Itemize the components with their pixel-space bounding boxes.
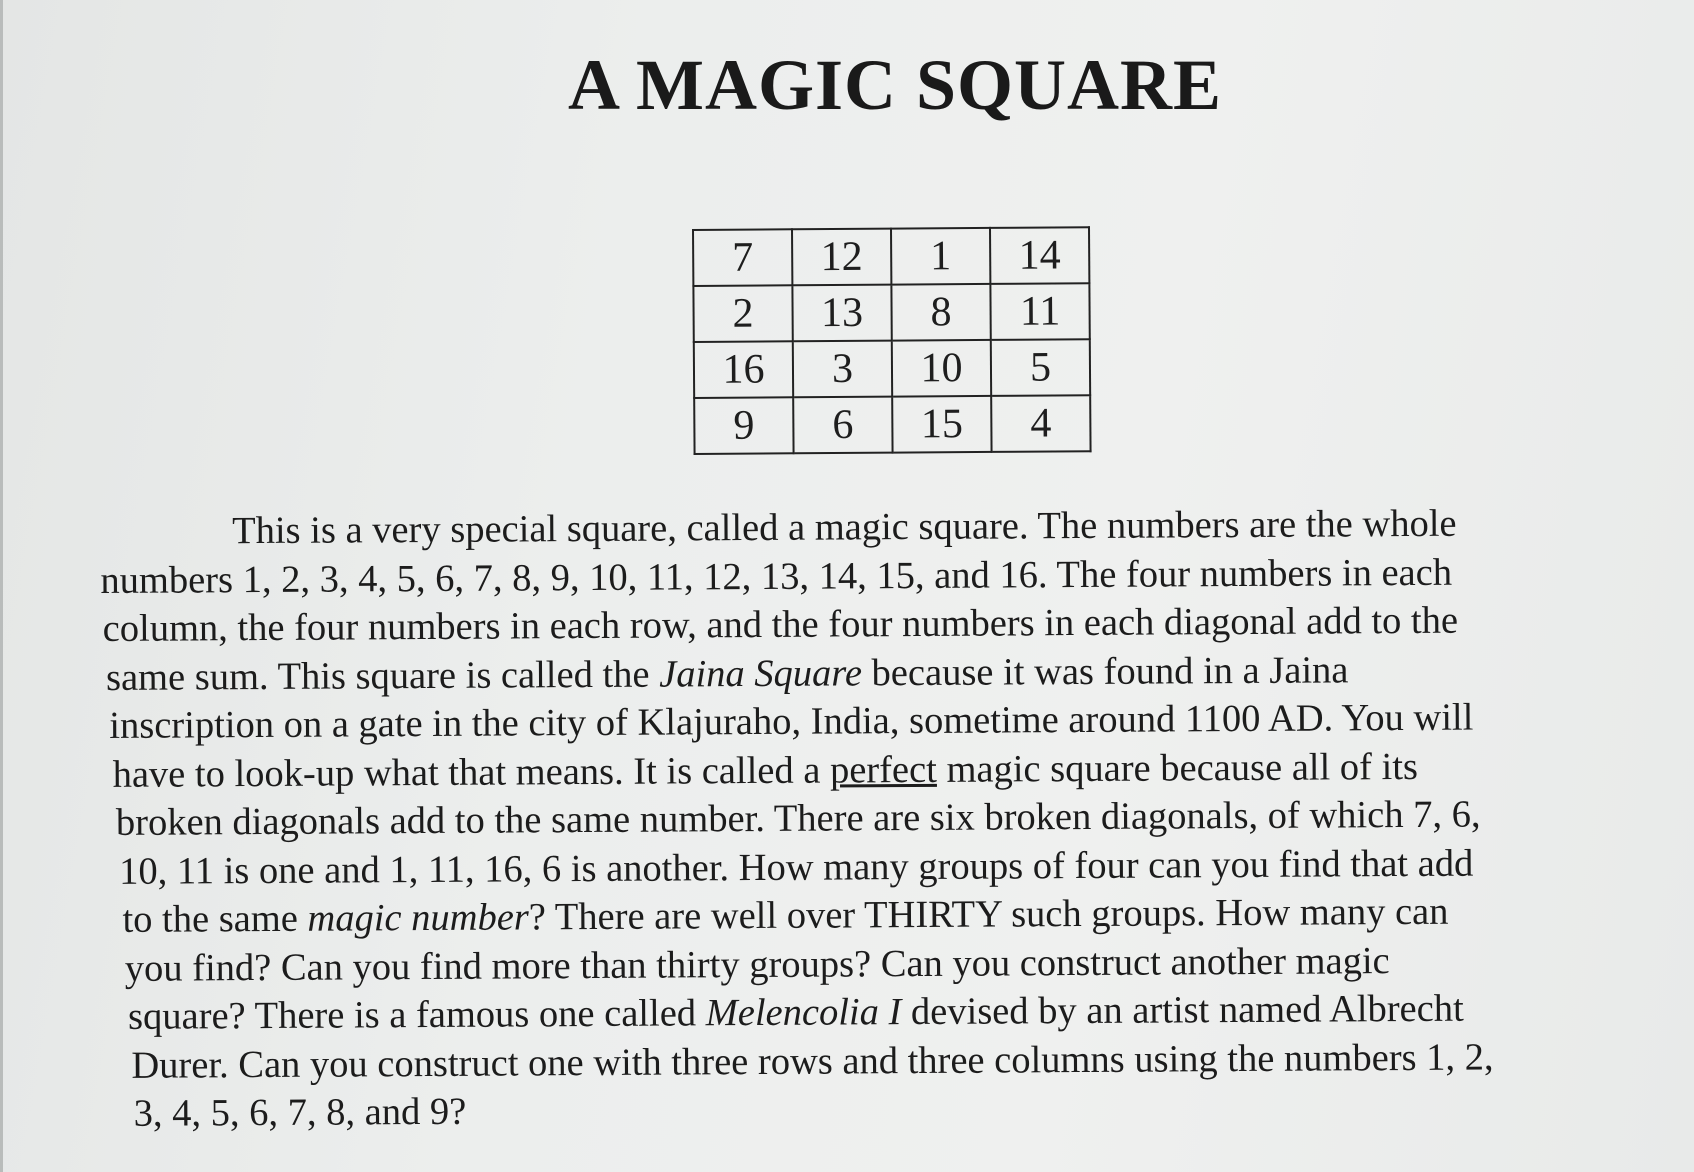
jaina-square-term: Jaina Square: [659, 651, 863, 696]
page-title: A MAGIC SQUARE: [567, 45, 1223, 125]
square-cell: 12: [792, 229, 891, 286]
square-row: [693, 283, 1089, 342]
text-run: square? There is a famous one called: [127, 992, 706, 1038]
square-cell: 8: [891, 284, 990, 341]
text-run: magic square because all of its: [936, 745, 1419, 791]
square-cell: 4: [991, 395, 1090, 452]
square-cell: 1: [891, 228, 990, 285]
text-run: to the same: [122, 897, 308, 941]
magic-square-body: [693, 227, 1091, 454]
paragraph-line: column, the four numbers in each row, and the four numbers in each diagonal add to the: [102, 599, 1459, 650]
square-cell: 14: [990, 227, 1089, 284]
paragraph-line: 10, 11 is one and 1, 11, 16, 6 is another. How many groups of four can you find that add: [119, 842, 1474, 893]
paragraph-line: 3, 4, 5, 6, 7, 8, and 9?: [133, 1090, 467, 1135]
perfect-term: perfect: [829, 748, 937, 792]
square-cell: 15: [892, 396, 991, 453]
paragraph-line: you find? Can you find more than thirty groups? Can you construct another magic: [124, 939, 1390, 990]
square-row: [693, 227, 1089, 286]
paragraph-line: inscription on a gate in the city of Klajuraho, India, sometime around 1100 AD. You will: [109, 696, 1474, 747]
square-cell: 13: [792, 285, 891, 342]
square-cell: 16: [694, 341, 793, 398]
paragraph-line: This is a very special square, called a magic square. The numbers are the whole: [232, 502, 1457, 553]
paragraph-line: numbers 1, 2, 3, 4, 5, 6, 7, 8, 9, 10, 11, 12, 13, 14, 15, and 16. The four numbers in each: [100, 551, 1453, 602]
paragraph-line: broken diagonals add to the same number. There are six broken diagonals, of which 7, 6,: [115, 793, 1481, 844]
square-cell: 2: [693, 285, 792, 342]
text-run: ? There are well over THIRTY such groups. How many can: [528, 890, 1449, 939]
square-cell: 7: [693, 229, 792, 286]
text-run: have to look-up what that means. It is called a: [112, 749, 831, 796]
magic-number-term: magic number: [307, 896, 529, 940]
square-row: [694, 395, 1090, 454]
square-cell: 3: [793, 341, 892, 398]
square-cell: 11: [990, 283, 1089, 340]
description-paragraph: [100, 498, 1694, 1138]
square-cell: 5: [991, 339, 1090, 396]
square-cell: 6: [793, 397, 892, 454]
square-row: [694, 339, 1090, 398]
paragraph-line: Durer. Can you construct one with three rows and three columns using the numbers 1, 2,: [131, 1035, 1494, 1087]
melencolia-term: Melencolia I: [705, 991, 902, 1035]
text-run: because it was found in a Jaina: [861, 648, 1349, 694]
text-run: devised by an artist named Albrecht: [901, 987, 1464, 1034]
magic-square-table: [692, 226, 1092, 455]
page-edge: [0, 0, 3, 1172]
square-cell: 10: [892, 340, 991, 397]
square-cell: 9: [694, 397, 793, 454]
text-run: same sum. This square is called the: [105, 653, 660, 699]
